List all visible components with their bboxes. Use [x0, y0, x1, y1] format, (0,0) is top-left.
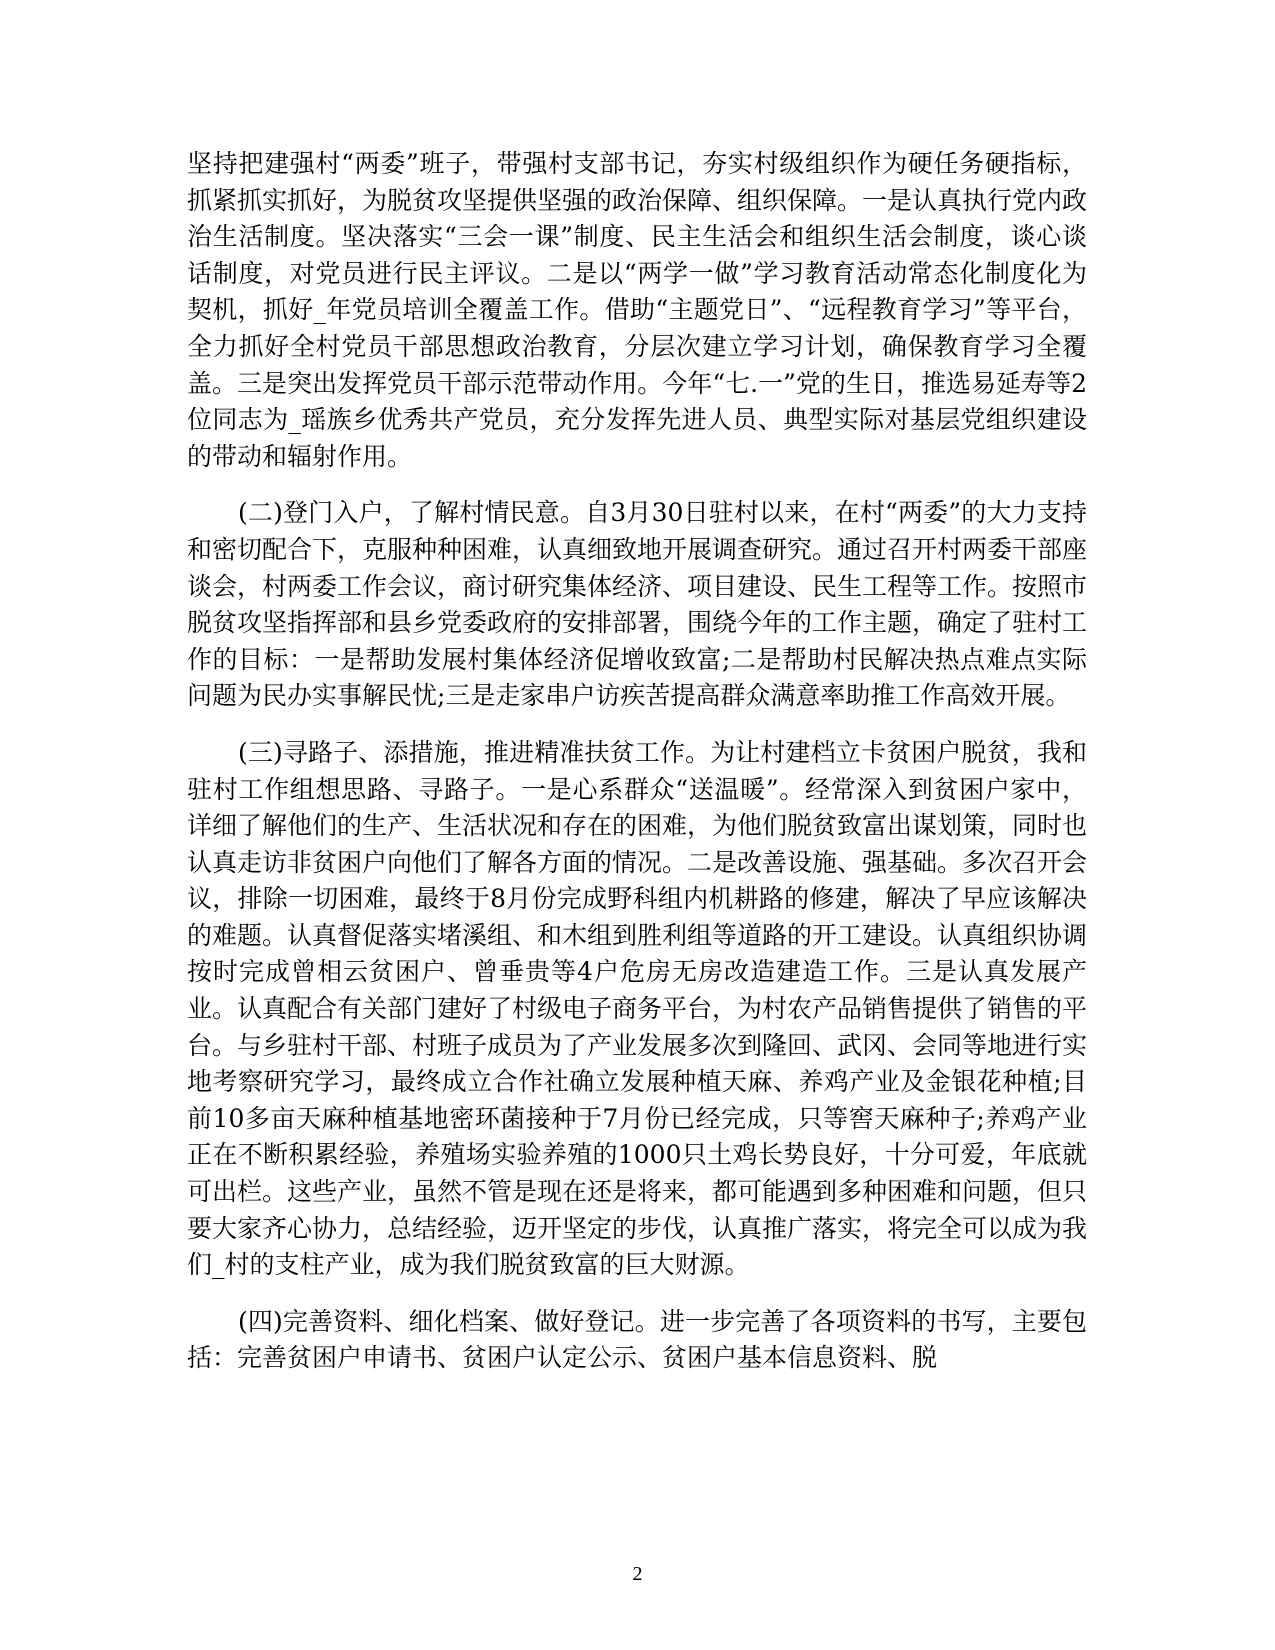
page-number: 2 [632, 1563, 643, 1585]
paragraph-party-building: 坚持把建强村“两委”班子，带强村支部书记，夯实村级组织作为硬任务硬指标，抓紧抓实抓好，为脱贫攻坚提供坚强的政治保障、组织保障。一是认真执行党内政治生活制度。坚决落实“三会一课”制度、民主生活会和组织生活会制度，谈心谈话制度，对党员进行民主评议。二是以“两学一做”学习教育活动常态化制度化为契机，抓好_年党员培训全覆盖工作。借助“主题党日”、“远程教育学习”等平台，全力抓好全村党员干部思想政治教育，分层次建立学习计划，确保教育学习全覆盖。三是突出发挥党员干部示范带动作用。今年“七.一”党的生日，推选易延寿等2位同志为_瑶族乡优秀共产党员，充分发挥先进人员、典型实际对基层党组织建设的带动和辐射作用。 [187, 149, 1088, 471]
paragraph-visit-households: (二)登门入户，了解村情民意。自3月30日驻村以来，在村“两委”的大力支持和密切配合下，克服种种困难，认真细致地开展调查研究。通过召开村两委干部座谈会，村两委工作会议，商讨研究集体经济、项目建设、民生工程等工作。按照市脱贫攻坚指挥部和县乡党委政府的安排部署，围绕今年的工作主题，确定了驻村工作的目标：一是帮助发展村集体经济促增收致富;二是帮助村民解决热点难点实际问题为民办实事解民忧;三是走家串户访疾苦提高群众满意率助推工作高效开展。 [187, 498, 1088, 711]
paragraph-archives: (四)完善资料、细化档案、做好登记。进一步完善了各项资料的书写，主要包括：完善贫困户申请书、贫困户认定公示、贫困户基本信息资料、脱 [187, 1306, 1087, 1373]
paragraph-poverty-alleviation: (三)寻路子、添措施，推进精准扶贫工作。为让村建档立卡贫困户脱贫，我和驻村工作组想思路、寻路子。一是心系群众“送温暖”。经常深入到贫困户家中，详细了解他们的生产、生活状况和存在的困难，为他们脱贫致富出谋划策，同时也认真走访非贫困户向他们了解各方面的情况。二是改善设施、强基础。多次召开会议，排除一切困难，最终于8月份完成野科组内机耕路的修建，解决了早应该解决的难题。认真督促落实堵溪组、和木组到胜利组等道路的开工建设。认真组织协调按时完成曾相云贫困户、曾垂贵等4户危房无房改造建造工作。三是认真发展产业。认真配合有关部门建好了村级电子商务平台，为村农产品销售提供了销售的平台。与乡驻村干部、村班子成员为了产业发展多次到隆回、武冈、会同等地进行实地考察研究学习，最终成立合作社确立发展种植天麻、养鸡产业及金银花种植;目前10多亩天麻种植基地密环菌接种于7月份已经完成，只等窖天麻种子;养鸡产业正在不断积累经验，养殖场实验养殖的1000只土鸡长势良好，十分可爱，年底就可出栏。这些产业，虽然不管是现在还是将来，都可能遇到多种困难和问题，但只要大家齐心协力，总结经验，迈开坚定的步伐，认真推广落实，将完全可以成为我们_村的支柱产业，成为我们脱贫致富的巨大财源。 [187, 737, 1088, 1280]
document-body [187, 146, 1087, 1377]
